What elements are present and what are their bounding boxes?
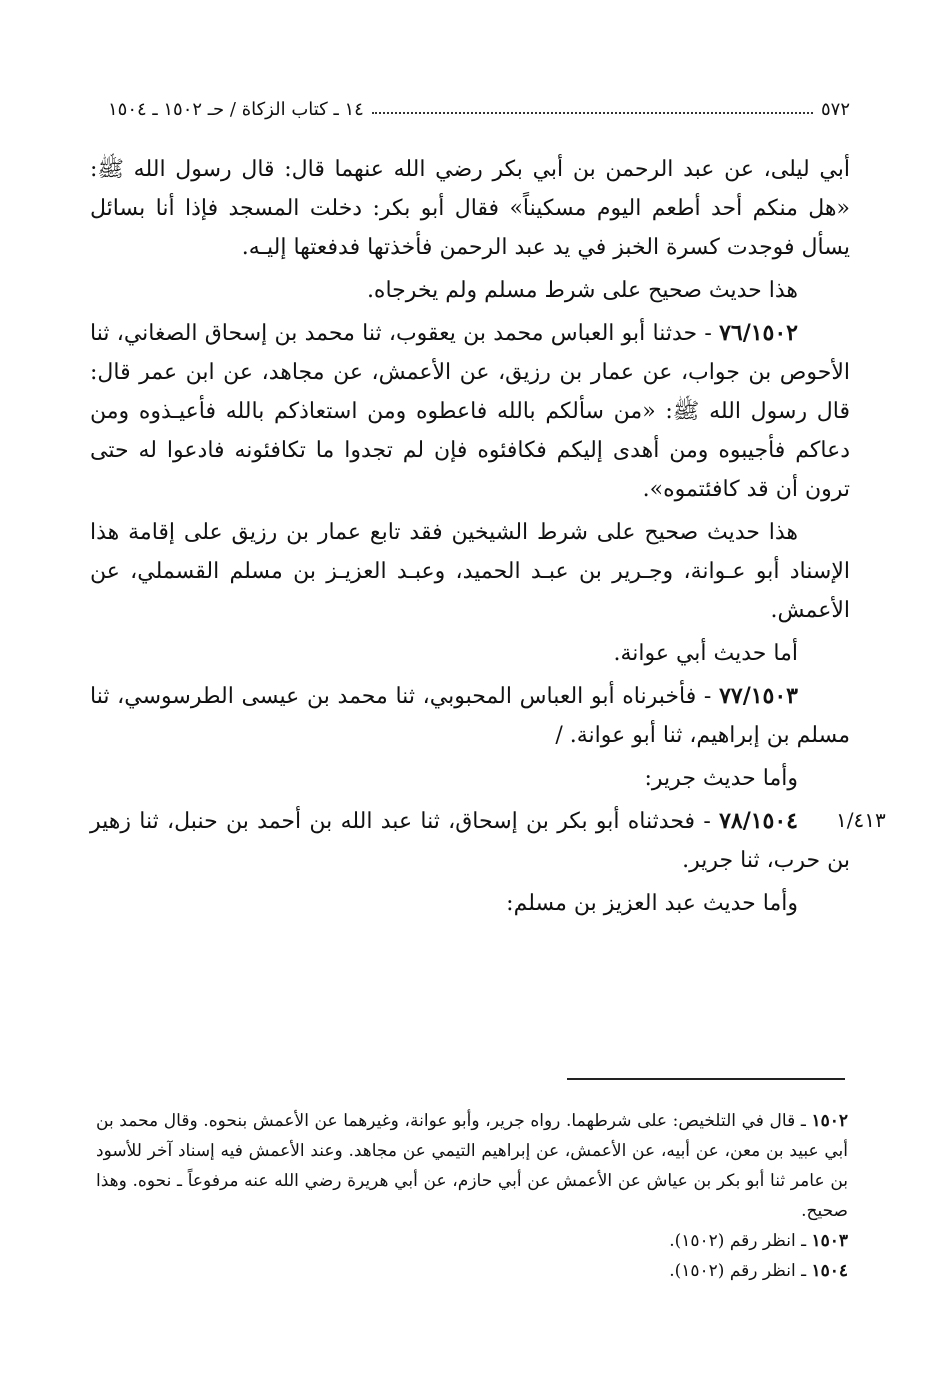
chain-heading-jarir: وأما حديث جرير: bbox=[644, 766, 798, 791]
chain-heading-abu-awana: أما حديث أبي عوانة. bbox=[613, 641, 798, 666]
manuscript-folio-note: ١/٤١٣ bbox=[836, 808, 886, 832]
footnote-number: ١٥٠٤ bbox=[811, 1261, 848, 1281]
grading-note-2: هذا حديث صحيح على شرط الشيخين فقد تابع عمار بن رزيق على إقامة هذا الإسناد أبو عـوانة، وجـرير بن عبـد الحميد، وعبـد العزيـز بن مسلم القسملي، عن الأعمش. bbox=[90, 520, 850, 623]
footnotes bbox=[96, 1106, 848, 1286]
hadith-1504 bbox=[90, 802, 850, 880]
hadith-1502 bbox=[90, 314, 850, 509]
hadith-text: - حدثنا أبو العباس محمد بن يعقوب، ثنا محمد بن إسحاق الصغاني، ثنا الأحوص بن جواب، عن عمار بن رزيق، عن الأعمش، عن مجاهد، عن ابن عمر قال: قال رسول الله ﷺ: «من سألكم بالله فاعطوه ومن استعاذكم بالله فأعيـذوه ومن دعاكم فأجيبوه ومن أهدى إليكم فكافئوه فإن لم تجدوا ما تكافئونه فادعوا له حتى ترون أن قد كافئتموه». bbox=[90, 321, 850, 502]
hadith-text: - فحدثناه أبو بكر بن إسحاق، ثنا عبد الله بن أحمد بن حنبل، ثنا زهير بن حرب، ثنا جرير. bbox=[90, 809, 850, 873]
hadith-number: ٧٧/١٥٠٣ bbox=[719, 683, 798, 709]
main-text bbox=[90, 150, 850, 927]
hadith-number: ٧٨/١٥٠٤ bbox=[719, 808, 798, 834]
header-dotted-leader bbox=[372, 102, 813, 114]
paragraph-continuation: أبي ليلى، عن عبد الرحمن بن أبي بكر رضي الله عنهما قال: قال رسول الله ﷺ: «هل منكم أحد أطعم اليوم مسكيناً» فقال أبو بكر: دخلت المسجد فإذا أنا بسائل يسأل فوجدت كسرة الخبز في يد عبد الرحمن فأخذتها فدفعتها إليـه. bbox=[90, 157, 850, 260]
hadith-text: - فأخبرناه أبو العباس المحبوبي، ثنا محمد بن عيسى الطرسوسي، ثنا مسلم بن إبراهيم، ثنا أبو عوانة. / bbox=[90, 684, 850, 748]
chain-heading-abdulaziz: وأما حديث عبد العزيز بن مسلم: bbox=[506, 891, 798, 916]
footnote-1504 bbox=[96, 1256, 848, 1286]
footnote-separator bbox=[567, 1078, 845, 1080]
page-number: ٥٧٢ bbox=[820, 99, 850, 120]
footnote-number: ١٥٠٣ bbox=[811, 1231, 848, 1251]
hadith-1503 bbox=[90, 677, 850, 755]
footnote-1503 bbox=[96, 1226, 848, 1256]
footnote-text: ـ انظر رقم (١٥٠٢). bbox=[669, 1261, 812, 1281]
footnote-1502 bbox=[96, 1106, 848, 1226]
hadith-number: ٧٦/١٥٠٢ bbox=[719, 320, 798, 346]
footnote-text: ـ انظر رقم (١٥٠٢). bbox=[669, 1231, 812, 1251]
running-title: ١٤ ـ كتاب الزكاة / حـ ١٥٠٢ ـ ١٥٠٤ bbox=[108, 99, 364, 120]
grading-note-1: هذا حديث صحيح على شرط مسلم ولم يخرجاه. bbox=[366, 278, 798, 303]
footnote-text: ـ قال في التلخيص: على شرطهما. رواه جرير، وأبو عوانة، وغيرهما عن الأعمش بنحوه. وقال محمد بن أبي عبيد بن معن، عن أبيه، عن الأعمش، عن إبراهيم التيمي عن مجاهد. وعند الأعمش فيه إسناد آخر للأسود بن عامر ثنا أبو بكر بن عياش عن الأعمش عن أبي حازم، عن أبي هريرة رضي الله عنه مرفوعاً ـ نحوه. وهذا صحيح. bbox=[96, 1111, 848, 1221]
running-header bbox=[108, 92, 850, 120]
footnote-number: ١٥٠٢ bbox=[811, 1111, 848, 1131]
